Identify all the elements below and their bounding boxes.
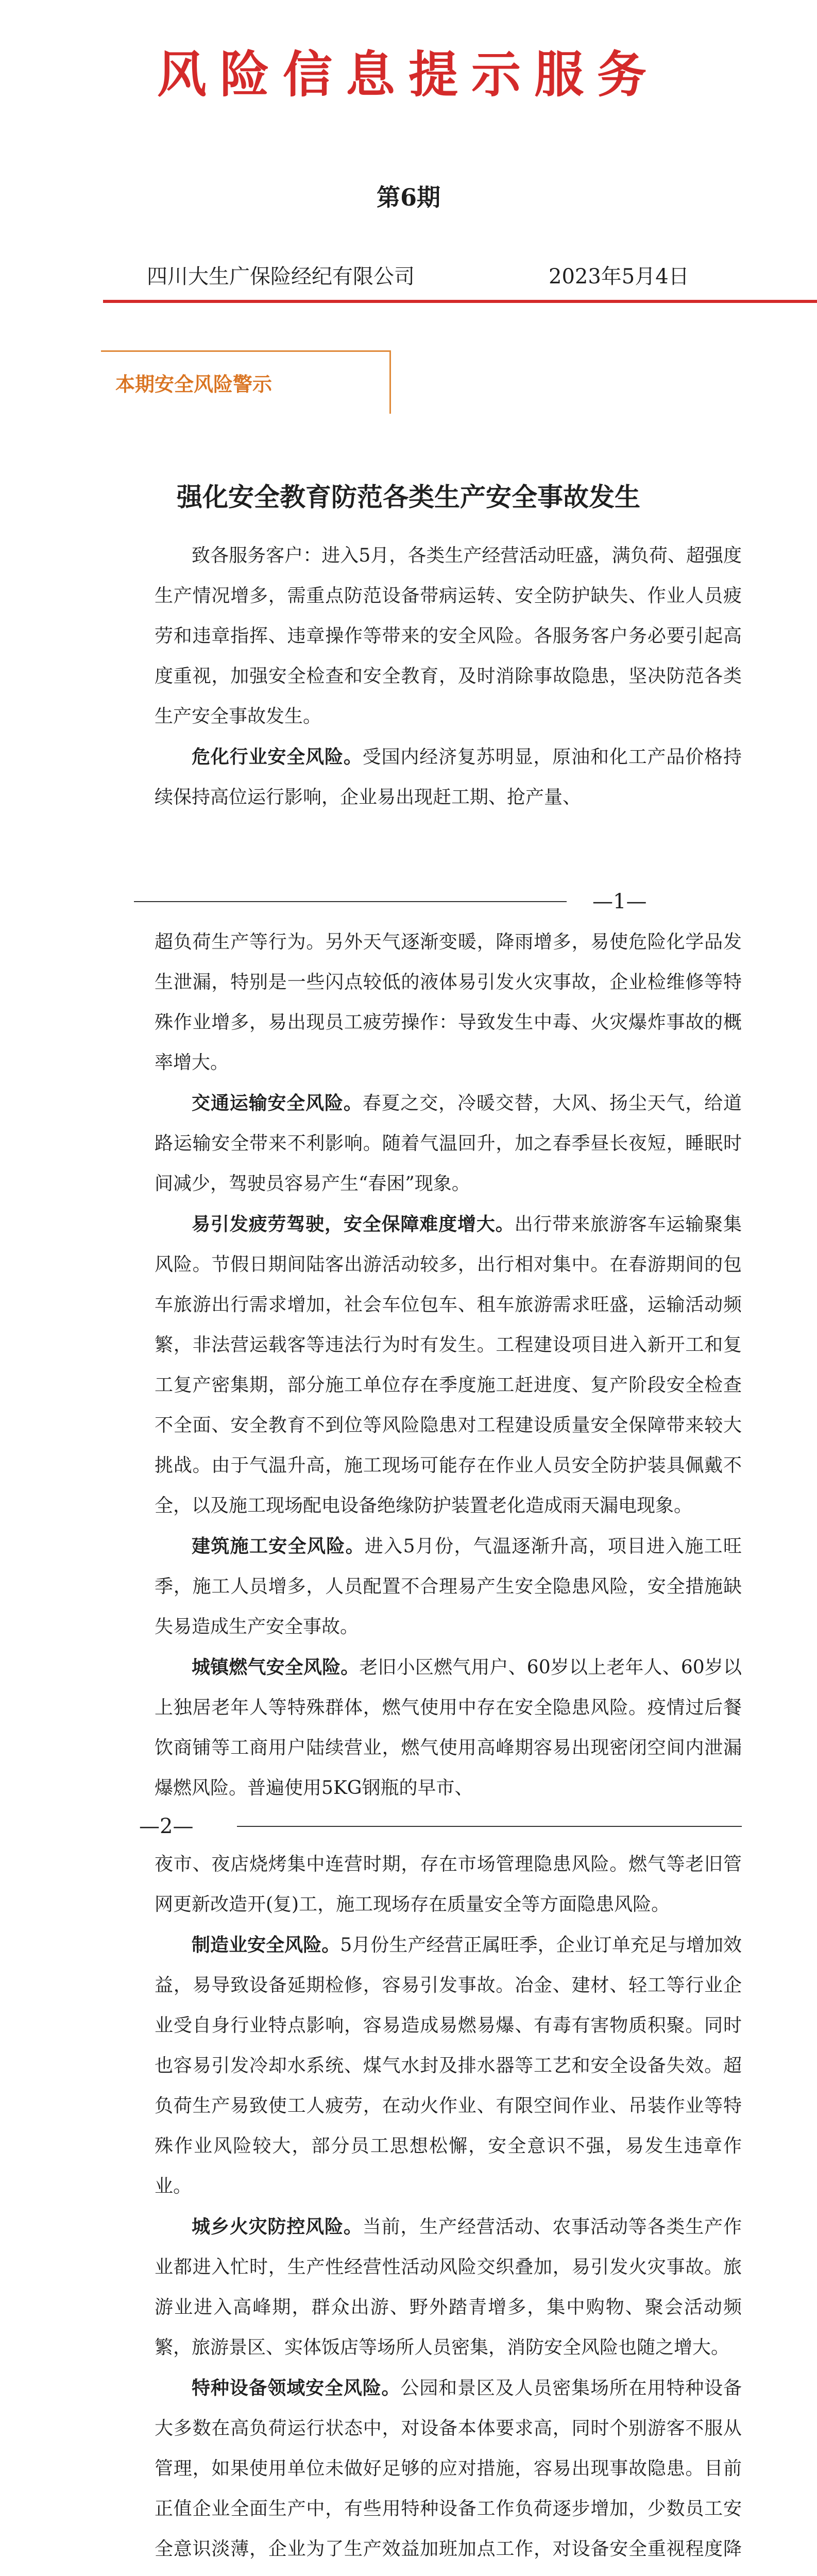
paragraph-heading: 建筑施工安全风险。 [192, 1535, 365, 1557]
masthead-title: 风险信息提示服务 [157, 45, 660, 104]
page-separator-line [237, 1826, 742, 1827]
paragraph-text: 进入5月份，气温逐渐升高，项目进入施工旺季，施工人员增多，人员配置不合理易产生安全隐患风险，安全措施缺失易造成生产安全事故。 [155, 1536, 742, 1637]
page-3-body [155, 1844, 742, 2576]
paragraph-heading: 交通运输安全风险。 [192, 1092, 363, 1114]
page-2-body [155, 922, 742, 1808]
page-marker-2 [134, 1811, 742, 1842]
paragraph-text: 春夏之交，冷暖交替，大风、扬尘天气，给道路运输安全带来不利影响。随着气温回升，加之春季昼长夜短，睡眠时间减少，驾驶员容易产生“春困”现象。 [155, 1093, 742, 1194]
body-paragraph [155, 1526, 742, 1647]
paragraph-heading: 特种设备领域安全风险。 [192, 2377, 401, 2399]
header-red-rule [103, 300, 817, 303]
issue-date: 2023年5月4日 [549, 265, 689, 289]
body-paragraph [155, 1083, 742, 1204]
page-1-body [155, 536, 742, 818]
paragraph-heading: 城镇燃气安全风险。 [192, 1656, 360, 1678]
body-paragraph [155, 737, 742, 818]
issue-number: 第6期 [376, 183, 440, 211]
body-paragraph [155, 2368, 742, 2576]
section-badge-label: 本期安全风险警示 [115, 373, 273, 396]
page-number: —2— [139, 1815, 194, 1838]
body-paragraph [155, 536, 742, 737]
paragraph-text: 老旧小区燃气用户、60岁以上老年人、60岁以上独居老年人等特殊群体，燃气使用中存在安全隐患风险。疫情过后餐饮商铺等工商用户陆续营业，燃气使用高峰期容易出现密闭空间内泄漏爆燃风险。普遍使用5KG钢瓶的早市、 [155, 1657, 742, 1799]
paragraph-text: 超负荷生产等行为。另外天气逐渐变暖，降雨增多，易使危险化学品发生泄漏，特别是一些闪点较低的液体易引发火灾事故，企业检维修等特殊作业增多，易出现员工疲劳操作：导致发生中毒、火灾爆炸事故的概率增大。 [155, 931, 742, 1073]
paragraph-text: 致各服务客户：进入5月，各类生产经营活动旺盛，满负荷、超强度生产情况增多，需重点防范设备带病运转、安全防护缺失、作业人员疲劳和违章指挥、违章操作等带来的安全风险。各服务客户务必要引起高度重视，加强安全检查和安全教育，及时消除事故隐患，坚决防范各类生产安全事故发生。 [155, 545, 742, 727]
page-number: —1— [592, 890, 647, 913]
paragraph-text: 5月份生产经营正属旺季，企业订单充足与增加效益，易导致设备延期检修，容易引发事故。冶金、建材、轻工等行业企业受自身行业特点影响，容易造成易燃易爆、有毒有害物质积聚。同时也容易引发冷却水系统、煤气水封及排水器等工艺和安全设备失效。超负荷生产易致使工人疲劳，在动火作业、有限空间作业、吊装作业等特殊作业风险较大，部分员工思想松懈，安全意识不强，易发生违章作业。 [155, 1935, 742, 2197]
body-paragraph [155, 2207, 742, 2368]
company-name: 四川大生广保险经纪有限公司 [147, 265, 415, 289]
paragraph-text: 出行带来旅游客车运输聚集风险。节假日期间陆客出游活动较多，出行相对集中。在春游期间的包车旅游出行需求增加，社会车位包车、租车旅游需求旺盛，运输活动频繁，非法营运载客等违法行为时有发生。工程建设项目进入新开工和复工复产密集期，部分施工单位存在季度施工赶进度、复产阶段安全检查不全面、安全教育不到位等风险隐患对工程建设质量安全保障带来较大挑战。由于气温升高，施工现场可能存在作业人员安全防护装具佩戴不全，以及施工现场配电设备绝缘防护装置老化造成雨天漏电现象。 [155, 1214, 742, 1516]
page-separator-line [134, 901, 567, 902]
section-badge [101, 350, 391, 414]
page-marker-1 [134, 886, 742, 917]
body-paragraph [155, 1925, 742, 2207]
paragraph-text: 公园和景区及人员密集场所在用特种设备大多数在高负荷运行状态中，对设备本体要求高，同时个别游客不服从管理，如果使用单位未做好足够的应对措施，容易出现事故隐患。目前正值企业全面生产中，有些用特种设备工作负荷逐步增加，少数员工安全意识淡薄，企业为了生产效益加班加点工作，对设备安全重视程度降 [155, 2378, 742, 2560]
paragraph-heading: 易引发疲劳驾驶，安全保障难度增大。 [192, 1213, 515, 1235]
body-paragraph [155, 1844, 742, 1925]
paragraph-text: 当前，生产经营活动、农事活动等各类生产作业都进入忙时，生产性经营性活动风险交织叠加，易引发火灾事故。旅游业进入高峰期，群众出游、野外踏青增多，集中购物、聚会活动频繁，旅游景区、实体饭店等场所人员密集，消防安全风险也随之增大。 [155, 2216, 742, 2358]
paragraph-text: 受国内经济复苏明显，原油和化工产品价格持续保持高位运行影响，企业易出现赶工期、抢产量、 [155, 747, 742, 808]
body-paragraph [155, 1204, 742, 1526]
paragraph-heading: 危化行业安全风险。 [192, 746, 363, 768]
body-paragraph [155, 1647, 742, 1808]
article-title: 强化安全教育防范各类生产安全事故发生 [177, 482, 640, 512]
paragraph-heading: 制造业安全风险。 [192, 1934, 341, 1956]
body-paragraph [155, 922, 742, 1083]
paragraph-text: 夜市、夜店烧烤集中连营时期，存在市场管理隐患风险。燃气等老旧管网更新改造开(复)工，施工现场存在质量安全等方面隐患风险。 [155, 1854, 742, 1915]
paragraph-heading: 城乡火灾防控风险。 [192, 2216, 363, 2238]
